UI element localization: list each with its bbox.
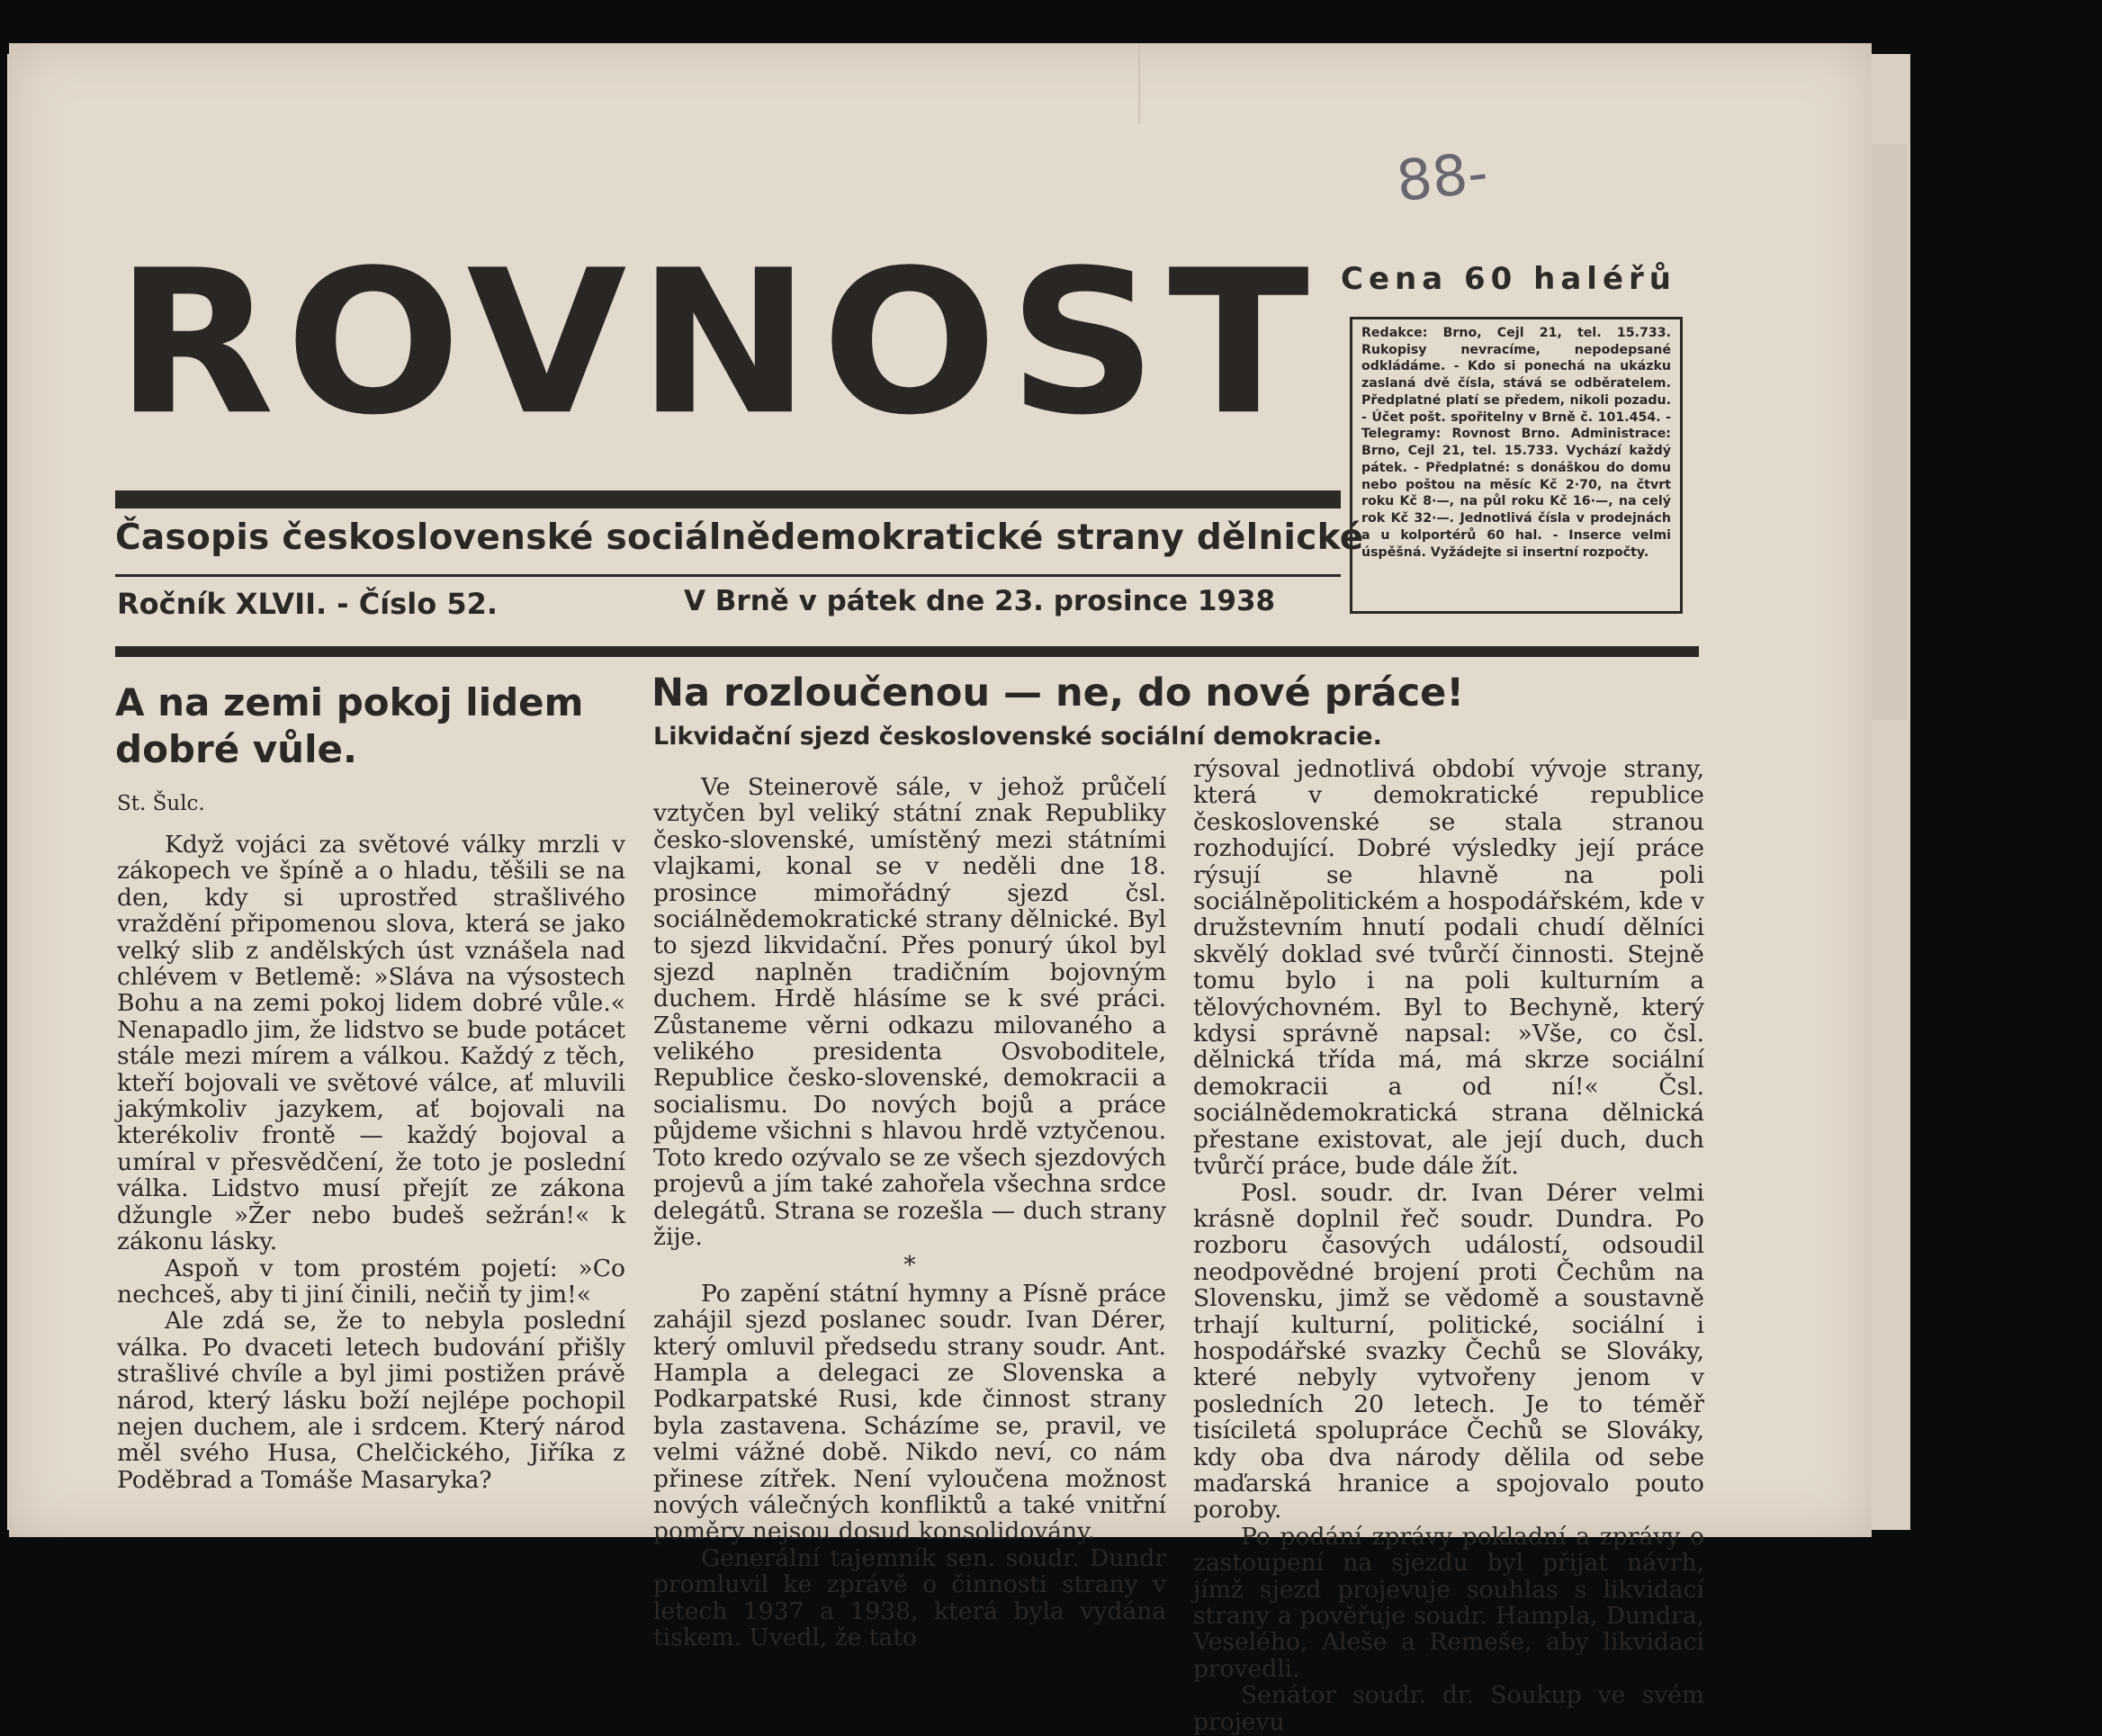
header-bottom-rule xyxy=(115,646,1699,657)
publisher-info-box: Redakce: Brno, Cejl 21, tel. 15.733. Rukopisy nevracíme, nepodepsané odkládáme. - Kdo si ponechá na ukázku zaslaná dvě čísla, stává se odběratelem. Předplatné platí se předem, nikoli pozadu. - Účet pošt. spořitelny v Brně č. 101.454. - Telegramy: Rovnost Brno. Administrace: Brno, Cejl 21, tel. 15.733. Vychází každý pátek. - Předplatné: s donáškou do domu nebo poštou na měsíc Kč 2·70, na čtvrt roku Kč 8·—, na půl roku Kč 16·—, na celý rok Kč 32·—. Jednotlivá čísla v prodejnách a u kolportérů 60 hal. - Inserce velmi úspěšná. Vyžádejte si insertní rozpočty. xyxy=(1350,317,1683,614)
masthead-subtitle: Časopis československé sociálnědemokratické strany dělnické xyxy=(115,517,1364,558)
paragraph: Senátor soudr. dr. Soukup ve svém projevu xyxy=(1193,1681,1704,1736)
pencil-note: 88- xyxy=(1393,139,1491,215)
left-article-body xyxy=(117,832,625,1493)
paragraph: Po podání zprávy pokladní a zprávy o zastoupení na sjezdu byl přijat návrh, jímž sjezd projevuje souhlas s likvidací strany a pověřuje soudr. Hampla, Dundra, Veselého, Aleše a Remeše, aby likvidaci provedli. xyxy=(1193,1522,1704,1683)
paragraph: Ale zdá se, že to nebyla poslední válka. Po dvaceti letech budování přišly strašlivé chvíle a byl jimi postižen právě národ, který lásku boží nejlépe pochopil nejen duchem, ale i srdcem. Který národ měl svého Husa, Chelčického, Jiříka z Poděbrad a Tomáše Masaryka? xyxy=(117,1307,625,1494)
main-article-column-2 xyxy=(1193,756,1704,1735)
paragraph: Ve Steinerově sále, v jehož průčelí vztyčen byl veliký státní znak Republiky česko-slovenské, umístěný mezi státními vlajkami, konal se v neděli dne 18. prosince mimořádný sjezd čsl. sociálnědemokratické strany dělnické. Byl to sjezd likvidační. Přes ponurý úkol byl sjezd naplněn tradičním bojovným duchem. Hrdě hlásíme se k své práci. Zůstaneme věrni odkazu milovaného a velikého presidenta Osvoboditele, Republice česko-slovenské, demokracii a socialismu. Do nových bojů a práce půjdeme všichni s hlavou hrdě vztyčenou. Toto kredo ozývalo se ze všech sjezdových projevů a jím také zahořela všechna srdce delegátů. Strana se rozešla — duch strany žije. xyxy=(653,773,1166,1251)
masthead-title: ROVNOST xyxy=(115,228,1321,460)
main-article-title: Na rozloučenou — ne, do nové práce! xyxy=(651,670,1464,715)
main-article-column-1 xyxy=(653,774,1166,1651)
paragraph: rýsoval jednotlivá období vývoje strany, která v demokratické republice československé se stala stranou rozhodující. Dobré výsledky její práce rýsují se hlavně na poli sociálněpolitickém a hospodářském, kde v družstevním hnutí podali chudí dělníci skvělý doklad své tvůrčí činnosti. Stejně tomu bylo i na poli kulturním a tělovýchovném. Byl to Bechyně, který kdysi správně napsal: »Vše, co čsl. dělnická třída má, má skrze sociální demokracii a od ní!« Čsl. sociálnědemokratická strana dělnická přestane existovat, ale její duch, duch tvůrčí práce, bude dále žít. xyxy=(1193,755,1704,1181)
left-article-title: A na zemi pokoj lidem dobré vůle. xyxy=(115,680,584,771)
paragraph: Když vojáci za světové války mrzli v zákopech ve špíně a o hladu, těšili se na den, kdy si uprostřed strašlivého vraždění připomenou slova, která se jako velký slib z andělských úst vznášela nad chlévem v Betlemě: »Sláva na výsostech Bohu a na zemi pokoj lidem dobré vůle.« Nenapadlo jim, že lidstvo se bude potácet stále mezi mírem a válkou. Každý z těch, kteří bojovali ve světové válce, ať mluvili jakýmkoliv jazykem, ať bojovali na kterékoliv frontě — každý bojoval a umíral v přesvědčení, že toto je poslední válka. Lidstvo musí přejít ze zákona džungle »Žer nebo budeš sežrán!« k zákonu lásky. xyxy=(117,831,625,1256)
paragraph: Posl. soudr. dr. Ivan Dérer velmi krásně doplnil řeč soudr. Dundra. Po rozboru časových událostí, odsoudil neodpovědné brojení proti Čechům na Slovensku, jimž se vědomě a soustavně trhají kulturní, politické, sociální i hospodářské svazky Čechů se Slováky, které nebyly vytvořeny jenom v posledních 20 letech. Je to téměř tisíciletá spolupráce Čechů se Slováky, kdy oba dva národy dělila od sebe maďarská hranice a spojovalo pouto poroby. xyxy=(1193,1178,1704,1525)
price-label: Cena 60 haléřů xyxy=(1341,261,1676,297)
paper-fold xyxy=(1138,43,1140,124)
issue-number: Ročník XLVII. - Číslo 52. xyxy=(117,587,498,621)
subtitle-rule xyxy=(115,574,1341,577)
paragraph: Po zapění státní hymny a Písně práce zahájil sjezd poslanec soudr. Ivan Dérer, který omluvil předsedu strany soudr. Ant. Hampla a delegaci ze Slovenska a Podkarpatské Rusi, kde činnost strany byla zastavena. Scházíme se, pravil, ve velmi vážné době. Nikdo neví, co nám přinese zítřek. Není vyloučena možnost nových válečných konfliktů a také vnitřní poměry nejsou dosud konsolidovány. xyxy=(653,1279,1166,1546)
masthead-rule xyxy=(115,490,1341,508)
left-article-author: St. Šulc. xyxy=(117,792,205,815)
paragraph: Generální tajemník sen. soudr. Dundr promluvil ke zprávě o činnosti strany v letech 1937 a 1938, která byla vydána tiskem. Uvedl, že tato xyxy=(653,1543,1166,1651)
main-article-subtitle: Likvidační sjezd československé sociální demokracie. xyxy=(653,723,1382,751)
section-separator: * xyxy=(903,1251,916,1280)
paragraph: Aspoň v tom prostém pojetí: »Co nechceš, aby ti jiní činili, nečiň ty jim!« xyxy=(117,1254,625,1309)
dateline: V Brně v pátek dne 23. prosince 1938 xyxy=(684,585,1276,617)
